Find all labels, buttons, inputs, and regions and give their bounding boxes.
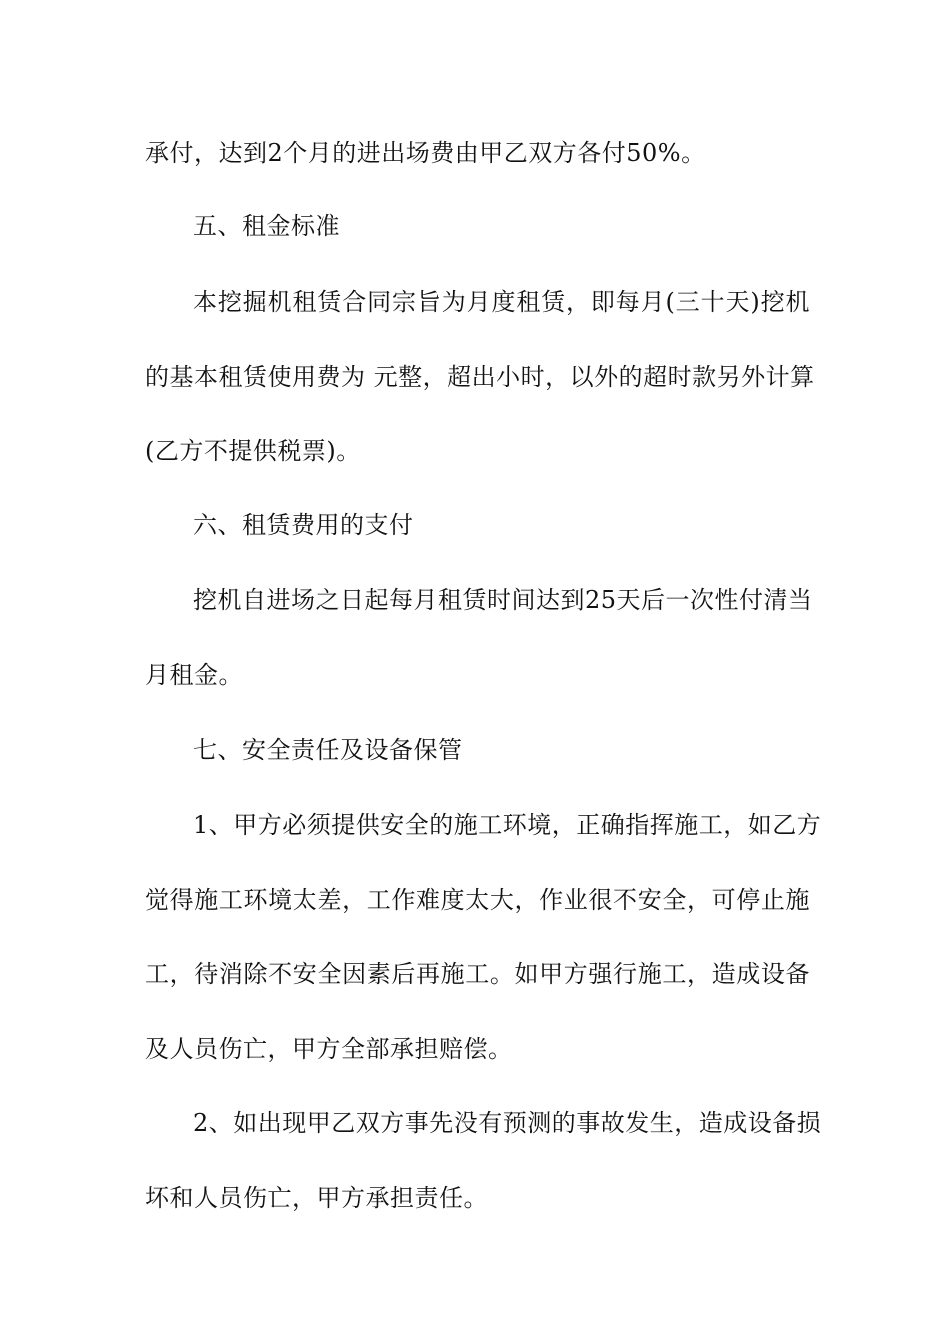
paragraph-line: 1、甲方必须提供安全的施工环境，正确指挥施工，如乙方 [193, 811, 822, 839]
paragraph-line: 坏和人员伤亡，甲方承担责任。 [145, 1184, 488, 1212]
paragraph-line: 挖机自进场之日起每月租赁时间达到25天后一次性付清当 [193, 586, 813, 614]
paragraph-line: 承付，达到2个月的进出场费由甲乙双方各付50%。 [145, 139, 706, 167]
section-heading: 六、租赁费用的支付 [193, 511, 414, 539]
paragraph-line: 工，待消除不安全因素后再施工。如甲方强行施工，造成设备 [145, 960, 810, 988]
paragraph-line: (乙方不提供税票)。 [145, 437, 361, 465]
paragraph-line: 觉得施工环境太差，工作难度太大，作业很不安全，可停止施 [145, 886, 810, 914]
paragraph-line: 月租金。 [145, 661, 243, 689]
paragraph-line: 的基本租赁使用费为 元整，超出小时，以外的超时款另外计算 [145, 363, 815, 391]
paragraph-line: 本挖掘机租赁合同宗旨为月度租赁，即每月(三十天)挖机 [193, 288, 810, 316]
section-heading: 五、租金标准 [193, 212, 340, 240]
paragraph-line: 2、如出现甲乙双方事先没有预测的事故发生，造成设备损 [193, 1109, 822, 1137]
section-heading: 七、安全责任及设备保管 [193, 736, 463, 764]
paragraph-line: 及人员伤亡，甲方全部承担赔偿。 [145, 1035, 513, 1063]
